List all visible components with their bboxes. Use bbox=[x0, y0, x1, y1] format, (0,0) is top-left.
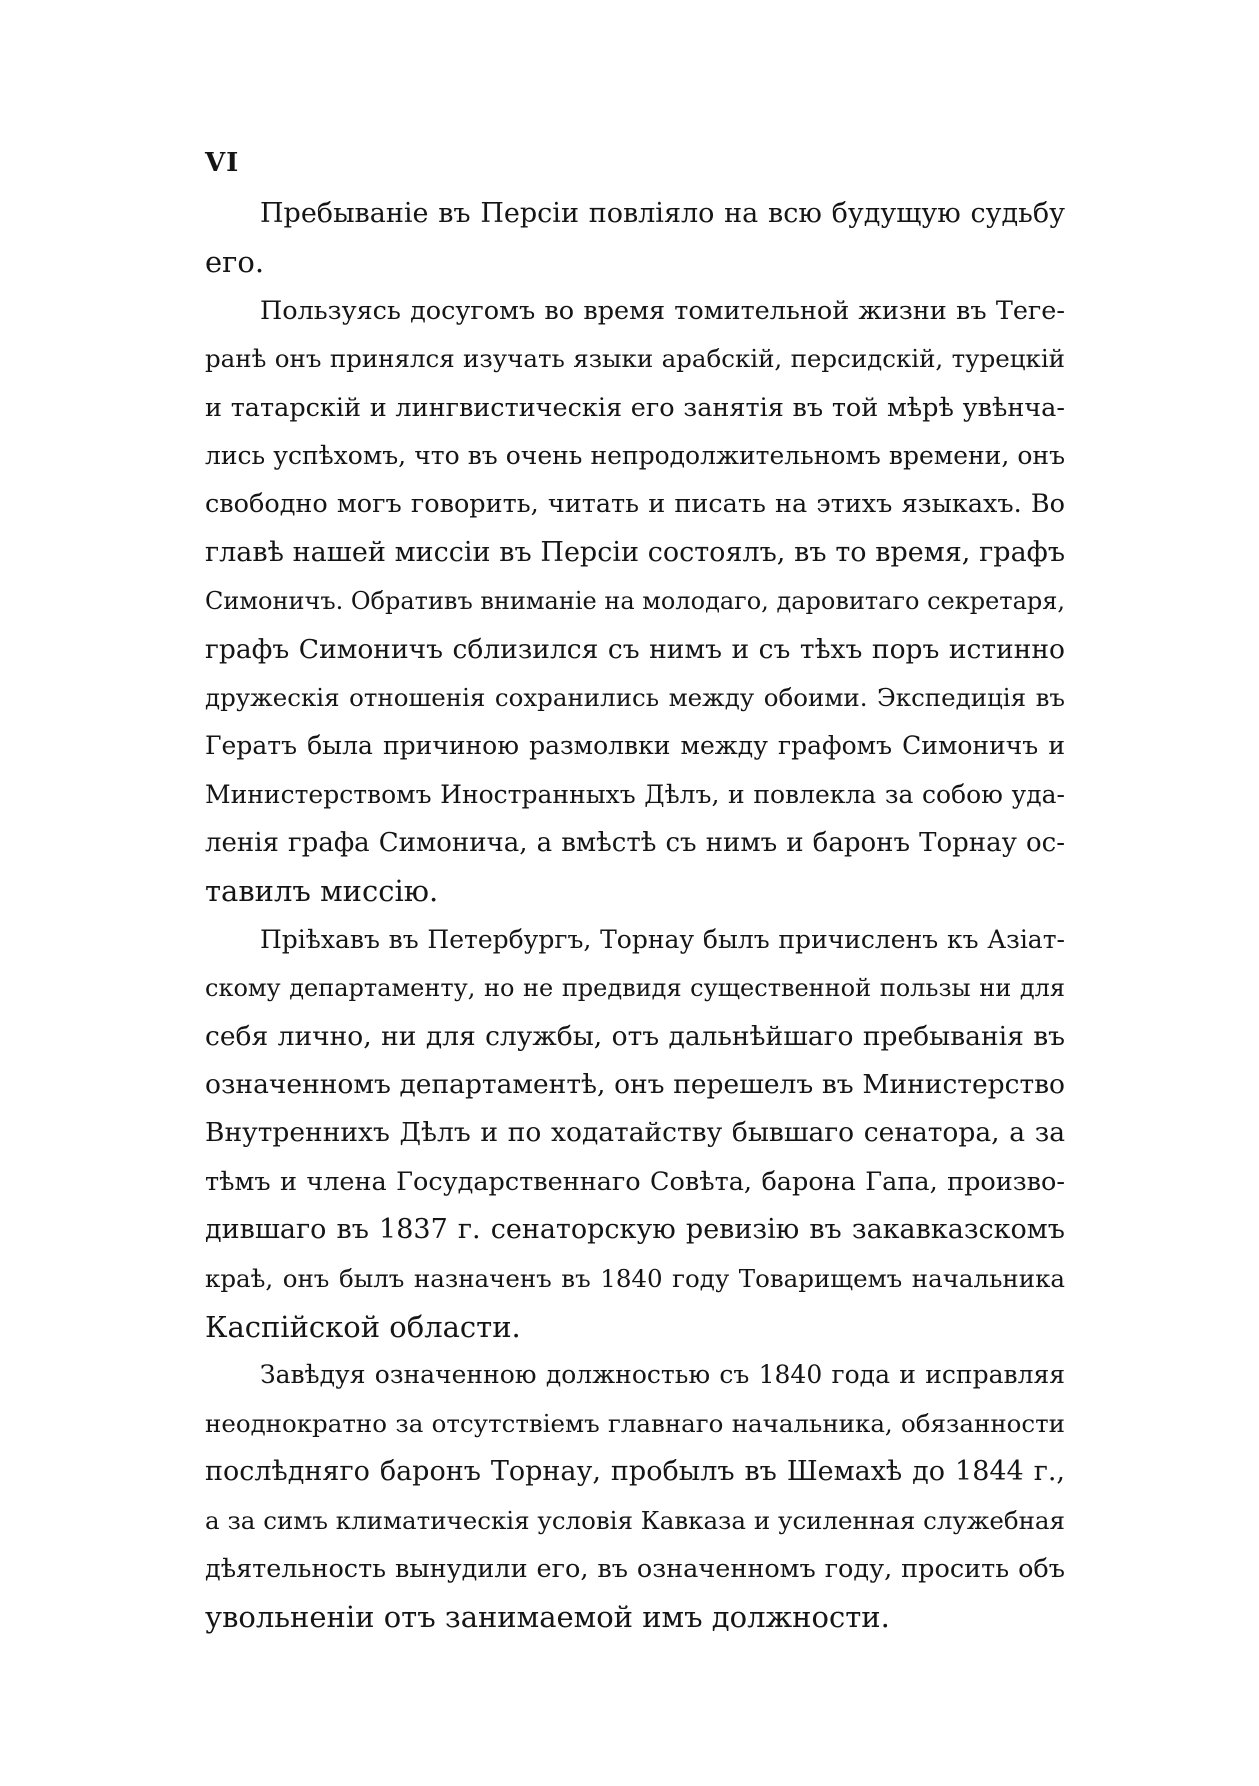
text-line: ленія графа Симонича, а вмѣстѣ съ нимъ и баронъ Торнау ос- bbox=[205, 828, 1065, 859]
text-line: графъ Симоничъ сблизился съ нимъ и съ тѣхъ поръ истинно bbox=[205, 633, 1065, 665]
text-line: дившаго въ 1837 г. сенаторскую ревизію въ закавказскомъ bbox=[205, 1214, 1065, 1246]
text-line: дѣятельность вынудили его, въ означенномъ году, просить объ bbox=[205, 1553, 1065, 1584]
text-line: а за симъ климатическія условія Кавказа и усиленная служебная bbox=[205, 1505, 1065, 1535]
text-line: Симоничъ. Обративъ вниманіе на молодаго, даровитаго секретаря, bbox=[205, 587, 1066, 616]
text-line: тѣмъ и члена Государственнаго Совѣта, барона Гапа, произво- bbox=[205, 1166, 1065, 1197]
paragraph-1 bbox=[205, 190, 1065, 287]
text-line: означенномъ департаментѣ, онъ перешелъ въ Министерство bbox=[205, 1069, 1065, 1101]
page-number: VI bbox=[205, 148, 240, 178]
text-line: Пріѣхавъ въ Петербургъ, Торнау былъ причисленъ къ Азіат- bbox=[260, 924, 1065, 954]
text-line: Каспійской области. bbox=[205, 1309, 521, 1344]
text-line: свободно могъ говорить, читать и писать на этихъ языкахъ. Во bbox=[205, 489, 1065, 520]
text-line: Гератъ была причиною размолвки между графомъ Симоничъ и bbox=[205, 731, 1065, 761]
text-line: тавилъ миссію. bbox=[205, 874, 439, 909]
text-line: себя лично, ни для службы, отъ дальнѣйшаго пребыванія въ bbox=[205, 1020, 1065, 1052]
text-line: неоднократно за отсутствіемъ главнаго начальника, обязанности bbox=[205, 1408, 1065, 1438]
paragraph-2 bbox=[205, 287, 1065, 916]
text-line: Пребываніе въ Персіи повліяло на всю будущую судьбу bbox=[260, 198, 1065, 229]
text-line: Пользуясь досугомъ во время томительной жизни въ Теге- bbox=[260, 295, 1065, 326]
text-line: дружескія отношенія сохранились между обоими. Экспедиція въ bbox=[205, 682, 1065, 712]
body-text bbox=[205, 190, 1065, 1642]
text-line: краѣ, онъ былъ назначенъ въ 1840 году Товарищемъ начальника bbox=[205, 1263, 1065, 1293]
text-line: лись успѣхомъ, что въ очень непродолжительномъ времени, онъ bbox=[205, 440, 1065, 470]
text-line: скому департаменту, но не предвидя существенной пользы ни для bbox=[205, 974, 1065, 1003]
text-line: и татарскій и лингвистическія его занятія въ той мѣрѣ увѣнча- bbox=[205, 392, 1065, 423]
text-line: Министерствомъ Иностранныхъ Дѣлъ, и повлекла за собою уда- bbox=[205, 779, 1065, 809]
text-line: ранѣ онъ принялся изучать языки арабскій, персидскій, турецкій bbox=[205, 344, 1065, 374]
text-line: Внутреннихъ Дѣлъ и по ходатайству бывшаго сенатора, а за bbox=[205, 1117, 1065, 1149]
text-line: его. bbox=[205, 245, 265, 280]
text-line: главѣ нашей миссіи въ Персіи состоялъ, въ то время, графъ bbox=[205, 536, 1065, 568]
paragraph-3 bbox=[205, 916, 1065, 1352]
text-line: увольненіи отъ занимаемой имъ должности. bbox=[205, 1600, 890, 1635]
paragraph-4 bbox=[205, 1351, 1065, 1641]
text-line: Завѣдуя означенною должностью съ 1840 года и исправляя bbox=[260, 1360, 1065, 1390]
text-line: послѣдняго баронъ Торнау, пробылъ въ Шемахѣ до 1844 г., bbox=[205, 1456, 1065, 1488]
